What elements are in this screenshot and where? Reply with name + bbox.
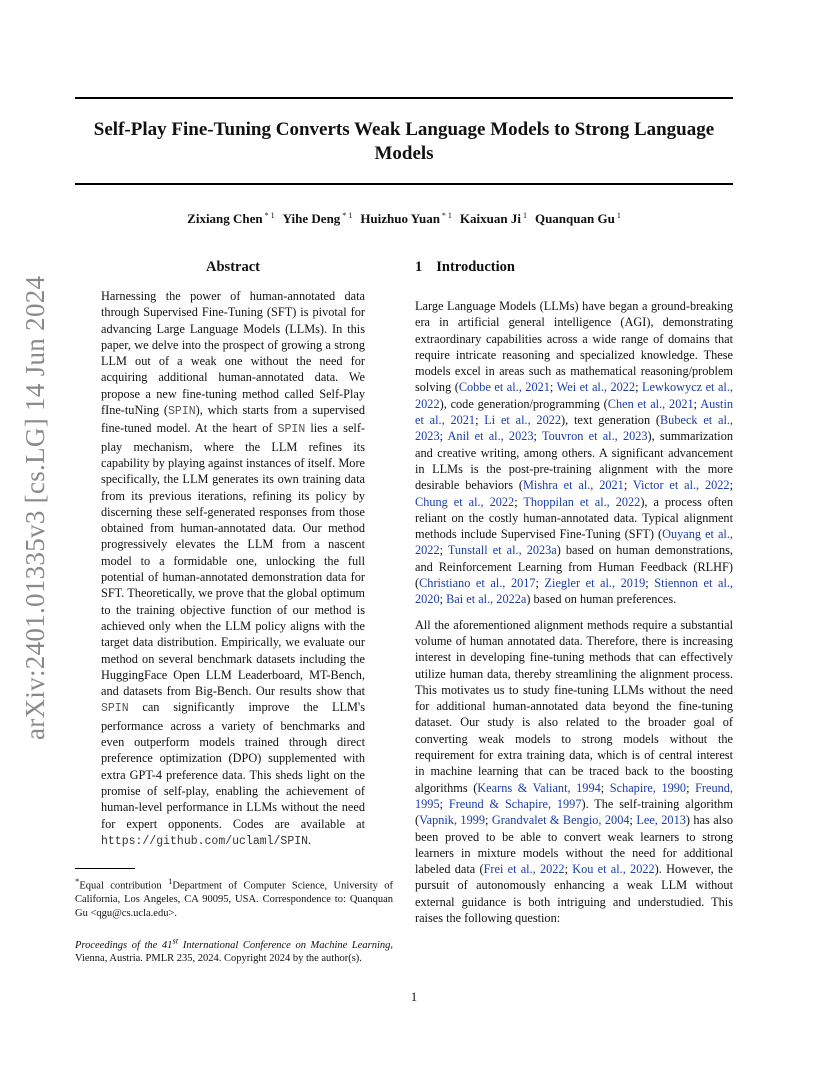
citation-link[interactable]: Stiennon et al., 2020: [415, 576, 734, 607]
citation-link[interactable]: Li et al., 2022: [484, 413, 562, 428]
citation-link[interactable]: Lewkowycz et al., 2022: [415, 380, 733, 411]
title-rule-top: [75, 97, 733, 99]
citation-link[interactable]: Anil et al., 2023: [447, 429, 534, 444]
citation-link[interactable]: Lee, 2013: [636, 813, 686, 828]
citation-link[interactable]: Christiano et al., 2017: [419, 576, 536, 591]
citation-link[interactable]: Victor et al., 2022: [632, 478, 730, 493]
abstract-column: [101, 258, 365, 859]
citation-link[interactable]: Kearns & Valiant, 1994: [477, 780, 601, 795]
author-name: Quanquan Gu $^1$: [534, 211, 621, 227]
citation-link[interactable]: Mishra et al., 2021: [522, 478, 624, 493]
introduction-column: [415, 258, 733, 935]
footnote-rule: [75, 868, 135, 869]
spin-code: SPIN: [101, 702, 129, 716]
proceedings-note: Proceedings of the 41st International Conference on Machine Learning, Vienna, Austria. PMLR 235, 2024. Copyright 2024 by the author(s).: [75, 935, 393, 964]
author-name: Kaixuan Ji $^1$: [459, 211, 527, 227]
citation-link[interactable]: Ziegler et al., 2019: [544, 576, 646, 591]
author-list: [75, 211, 733, 227]
citation-link[interactable]: Freund & Schapire, 1997: [448, 796, 582, 811]
arxiv-stamp: arXiv:2401.01335v3 [cs.LG] 14 Jun 2024: [20, 275, 50, 740]
abstract-text: Harnessing the power of human-annotated data through Supervised Fine-Tuning (SFT) is pivotal for advancing Large Language Models (LLMs). In this paper, we delve into the prospect of growing a strong LLM out of a weak one without the need for acquiring additional human-annotated data. We propose a new fine-tuning method called Self-Play fIne-tuNing (SPIN), which starts from a supervised fine-tuned model. At the heart of SPIN lies a self-play mechanism, where the LLM refines its capability by playing against instances of itself. More specifically, the LLM generates its own training data from its previous iterations, refining its policy by discerning these self-generated responses from those obtained from human-annotated data. Our method progressively elevates the LLM from a nascent model to a formidable one, unlocking the full potential of human-annotated demonstration data for SFT. Theoretically, we prove that the global optimum to the training objective function of our method is achieved only when the LLM policy aligns with the target data distribution. Empirically, we evaluate our method on several benchmark datasets including the HuggingFace Open LLM Leaderboard, MT-Bench, and datasets from Big-Bench. Our results show that SPIN can significantly improve the LLM's performance across a variety of benchmarks and even outperform models trained through direct preference optimization (DPO) supplemented with extra GPT-4 preference data. This sheds light on the promise of self-play, enabling the achievement of human-level performance in LLMs without the need for expert opponents. Codes are available at https://github.com/uclaml/SPIN.: [101, 289, 366, 848]
citation-link[interactable]: Kou et al., 2022: [572, 862, 655, 877]
intro-paragraph-2: All the aforementioned alignment methods require a substantial volume of human annotated data. Therefore, there is increasing interest in developing fine-tuning methods that can effectively utilize human data, thereby streamlining the alignment process. This motivates us to study fine-tuning LLMs without the need for additional human-annotated data beyond the fine-tuning dataset. Our study is also related to the broader goal of converting weak models to strong models without the requirement for extra training data, which is of central interest in machine learning that can be traced back to the boosting algorithms (Kearns & Valiant, 1994; Schapire, 1990; Freund, 1995; Freund & Schapire, 1997). The self-training algorithm (Vapnik, 1999; Grandvalet & Bengio, 2004; Lee, 2013) has also been proved to be able to convert weak learners to strong learners in mixture models without the need for additional labeled data (Frei et al., 2022; Kou et al., 2022). However, the pursuit of autonomously enhancing a weak LLM without external guidance is both intriguing and understudied. This raises the following question:: [415, 617, 733, 925]
spin-code: SPIN: [168, 405, 196, 419]
page-number: 1: [410, 990, 418, 1004]
spin-code: SPIN: [277, 423, 306, 437]
citation-link[interactable]: Thoppilan et al., 2022: [523, 494, 641, 509]
citation-link[interactable]: Vapnik, 1999: [419, 813, 486, 828]
footnotes: [75, 868, 393, 966]
author-name: Huizhuo Yuan $^{* 1}$: [360, 211, 452, 227]
abstract-heading: Abstract: [206, 259, 260, 275]
citation-link[interactable]: Chung et al., 2022: [415, 494, 515, 509]
footnote-affiliations: *Equal contribution $^1$Department of Computer Science, University of California, Los Angeles, CA 90095, USA. Correspondence to: Quanquan Gu <qgu@cs.ucla.edu>.: [75, 876, 394, 919]
citation-link[interactable]: Chen et al., 2021: [607, 396, 694, 411]
citation-link[interactable]: Grandvalet & Bengio, 2004: [491, 813, 630, 828]
citation-link[interactable]: Schapire, 1990: [609, 780, 687, 795]
citation-link[interactable]: Touvron et al., 2023: [541, 429, 648, 444]
author-name: Yihe Deng $^{* 1}$: [282, 211, 353, 227]
citation-link[interactable]: Cobbe et al., 2021: [458, 380, 550, 395]
author-name: Zixiang Chen $^{* 1}$: [187, 211, 275, 227]
citation-link[interactable]: Frei et al., 2022: [483, 862, 565, 877]
citation-link[interactable]: Bubeck et al., 2023: [415, 413, 734, 444]
intro-paragraph-1: Large Language Models (LLMs) have began a ground-breaking era in artificial general intelligence (AGI), demonstrating extraordinary capabilities across a wide range of domains that require intricate reasoning and specialized knowledge. These models excel in areas such as mathematical reasoning/problem solving (Cobbe et al., 2021; Wei et al., 2022; Lewkowycz et al., 2022), code generation/programming (Chen et al., 2021; Austin et al., 2021; Li et al., 2022), text generation (Bubeck et al., 2023; Anil et al., 2023; Touvron et al., 2023), summarization and creative writing, among others. A significant advancement in LLMs is the post-pre-training alignment with the more desirable behaviors (Mishra et al., 2021; Victor et al., 2022; Chung et al., 2022; Thoppilan et al., 2022), a process often reliant on the costly human-annotated data. Typical alignment methods include Supervised Fine-Tuning (SFT) (Ouyang et al., 2022; Tunstall et al., 2023a) based on human demonstrations, and Reinforcement Learning from Human Feedback (RLHF) (Christiano et al., 2017; Ziegler et al., 2019; Stiennon et al., 2020; Bai et al., 2022a) based on human preferences.: [415, 299, 734, 607]
paper-title: Self-Play Fine-Tuning Converts Weak Language Models to Strong Language Models: [93, 119, 715, 164]
code-url-link[interactable]: https://github.com/uclaml/SPIN: [101, 834, 309, 848]
citation-link[interactable]: Wei et al., 2022: [556, 380, 636, 395]
citation-link[interactable]: Bai et al., 2022a: [446, 592, 527, 607]
introduction-heading: 1 Introduction: [415, 259, 515, 275]
citation-link[interactable]: Austin et al., 2021: [415, 396, 734, 428]
title-rule-bottom: [75, 183, 733, 185]
citation-link[interactable]: Freund, 1995: [415, 780, 733, 811]
citation-link[interactable]: Ouyang et al., 2022: [415, 527, 733, 558]
citation-link[interactable]: Tunstall et al., 2023a: [447, 543, 557, 558]
